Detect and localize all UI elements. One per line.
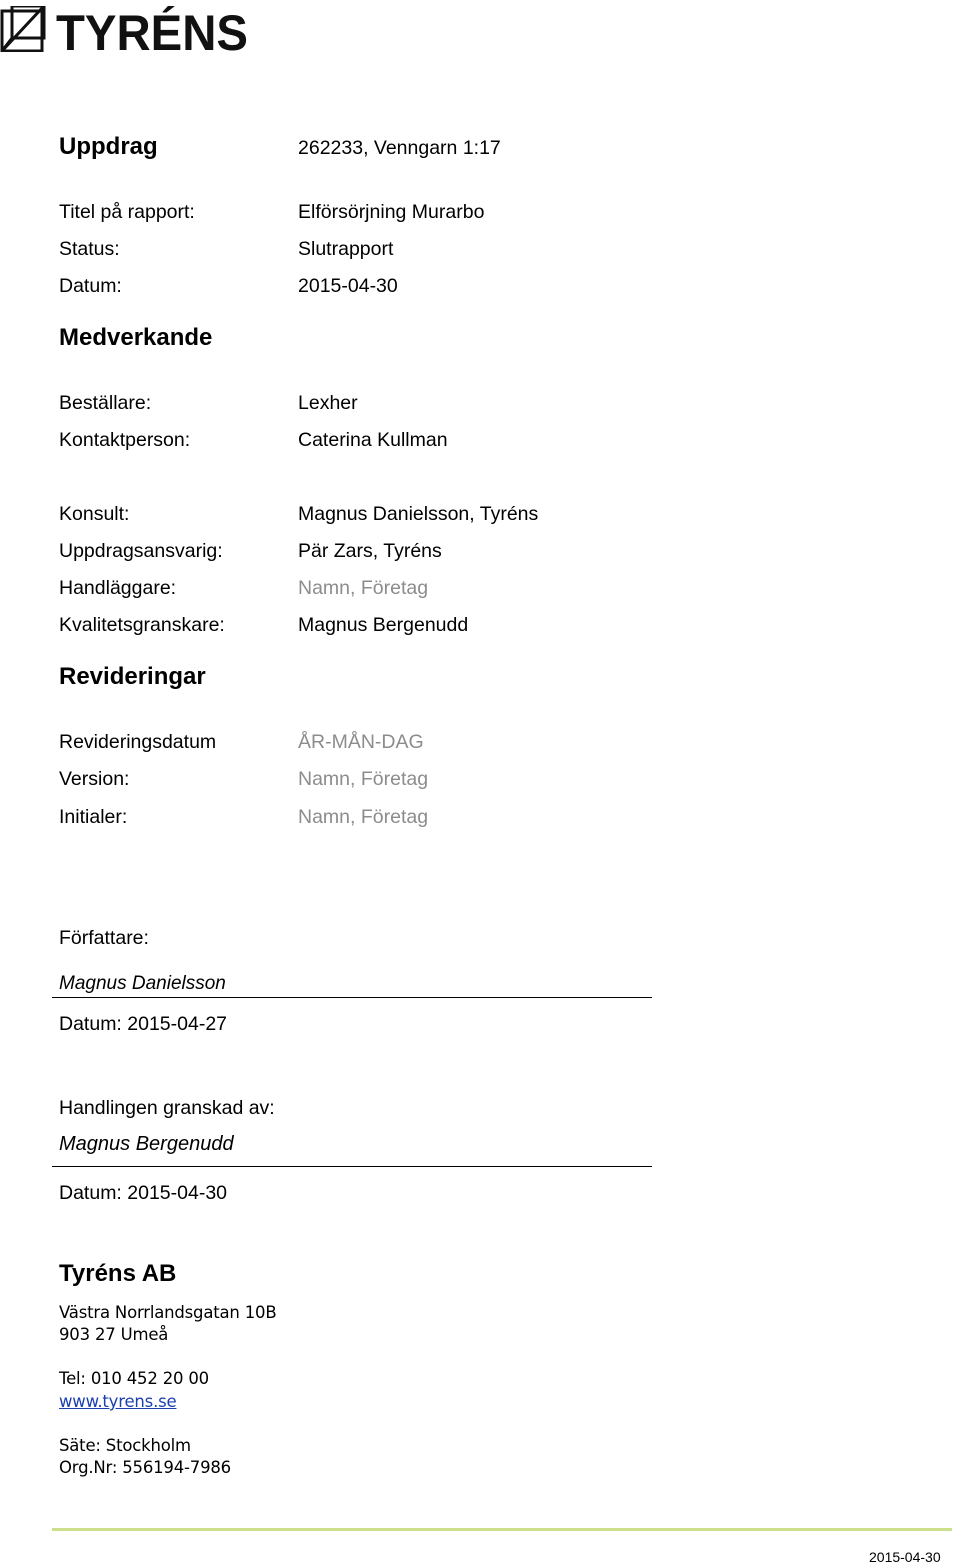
uppdrag-heading: Uppdrag [59,133,158,160]
initialer-value: Namn, Företag [298,806,429,828]
company-phone: Tel: 010 452 20 00 [59,1369,209,1388]
datum-value: 2015-04-30 [298,275,398,297]
status-value: Slutrapport [298,238,394,260]
revideringsdatum-label: Revideringsdatum [59,731,217,753]
titel-label: Titel på rapport: [59,201,195,223]
granskad-signature-line [52,1166,652,1167]
forfattare-name: Magnus Danielsson [59,973,226,994]
company-website-link[interactable]: www.tyrens.se [59,1392,177,1411]
company-address-street: Västra Norrlandsgatan 10B [59,1303,277,1322]
initialer-label: Initialer: [59,806,128,828]
forfattare-signature-line [52,997,652,998]
handlaggare-label: Handläggare: [59,577,177,599]
company-address-city: 903 27 Umeå [59,1325,169,1344]
konsult-value: Magnus Danielsson, Tyréns [298,503,539,525]
revideringar-heading: Revideringar [59,663,206,690]
bestallare-label: Beställare: [59,392,152,414]
uppdragsansvarig-label: Uppdragsansvarig: [59,540,223,562]
handlaggare-value: Namn, Företag [298,577,429,599]
logo-text: TYRÉNS [56,6,248,52]
status-label: Status: [59,238,120,260]
granskad-name: Magnus Bergenudd [59,1133,234,1155]
kontaktperson-value: Caterina Kullman [298,429,448,451]
logo-mark-icon [0,6,250,52]
granskad-datum: Datum: 2015-04-30 [59,1182,228,1204]
datum-label: Datum: [59,275,122,297]
revideringsdatum-value: ÅR-MÅN-DAG [298,731,424,753]
konsult-label: Konsult: [59,503,130,525]
bestallare-value: Lexher [298,392,358,414]
kvalitetsgranskare-value: Magnus Bergenudd [298,614,469,636]
footer-date: 2015-04-30 [869,1549,941,1565]
titel-value: Elförsörjning Murarbo [298,201,485,223]
uppdrag-value: 262233, Venngarn 1:17 [298,137,501,159]
tyrens-logo [0,6,250,52]
uppdragsansvarig-value: Pär Zars, Tyréns [298,540,442,562]
kvalitetsgranskare-label: Kvalitetsgranskare: [59,614,225,636]
medverkande-heading: Medverkande [59,324,213,351]
forfattare-label: Författare: [59,927,149,949]
kontaktperson-label: Kontaktperson: [59,429,191,451]
granskad-label: Handlingen granskad av: [59,1097,275,1119]
forfattare-datum: Datum: 2015-04-27 [59,1013,228,1035]
footer-divider [52,1528,952,1531]
company-name: Tyréns AB [59,1260,177,1287]
company-org-number: Org.Nr: 556194-7986 [59,1458,231,1477]
company-seat: Säte: Stockholm [59,1436,191,1455]
version-label: Version: [59,768,130,790]
version-value: Namn, Företag [298,768,429,790]
